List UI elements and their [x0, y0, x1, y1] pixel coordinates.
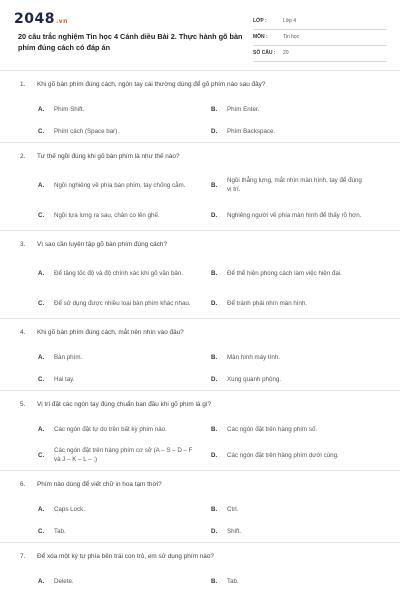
- option-letter: D.: [211, 211, 218, 219]
- option-d[interactable]: [211, 440, 386, 470]
- option-a[interactable]: [38, 498, 211, 520]
- option-b[interactable]: [211, 170, 386, 200]
- question-stem: Khi gõ bàn phím đúng cách, mắt nên nhìn vào đâu?: [37, 329, 184, 336]
- option-d[interactable]: [211, 200, 386, 230]
- option-text: Phím Enter.: [227, 105, 260, 113]
- option-text: Phím Shift.: [54, 105, 85, 113]
- meta-row-class: [253, 14, 387, 30]
- option-letter: A.: [38, 353, 45, 361]
- meta-key: SỐ CÂU :: [253, 50, 276, 56]
- option-b[interactable]: [211, 418, 386, 440]
- options: [38, 346, 400, 390]
- option-c[interactable]: [38, 120, 211, 142]
- option-text: Caps Lock.: [54, 505, 85, 513]
- question-stem: Để xóa một ký tự phía bên trái con trỏ, em sử dụng phím nào?: [37, 553, 214, 560]
- option-text: Ngồi nghiêng về phía bàn phím, tay chống cằm.: [54, 181, 186, 189]
- question-text: [20, 553, 400, 561]
- option-a[interactable]: [38, 258, 211, 288]
- option-a[interactable]: [38, 570, 211, 592]
- option-text: Để tăng tốc độ và độ chính xác khi gõ văn bản.: [54, 269, 183, 277]
- option-letter: C.: [38, 527, 45, 535]
- option-letter: B.: [211, 505, 218, 513]
- question-stem: Vị trí đặt các ngón tay đúng chuẩn ban đầu khi gõ phím là gì?: [37, 401, 212, 408]
- question-number: 2.: [20, 153, 26, 160]
- meta-row-count: [253, 46, 387, 62]
- site-logo[interactable]: [14, 11, 68, 27]
- option-text: Phím Backspace.: [227, 127, 276, 135]
- question-list: [0, 70, 400, 592]
- option-letter: B.: [211, 425, 218, 433]
- question-text: [20, 153, 400, 161]
- options: [38, 418, 400, 470]
- page-header: [0, 0, 400, 68]
- option-text: Ngồi tựa lưng ra sau, chân co lên ghế.: [54, 211, 160, 219]
- option-a[interactable]: [38, 98, 211, 120]
- meta-table: [253, 14, 387, 62]
- options: [38, 258, 400, 318]
- option-text: Shift.: [227, 527, 242, 535]
- option-letter: A.: [38, 425, 45, 433]
- question-text: [20, 241, 400, 249]
- option-b[interactable]: [211, 498, 386, 520]
- logo-text: 2048: [14, 11, 55, 27]
- options: [38, 170, 400, 230]
- question-4: [0, 318, 400, 390]
- question-number: 1.: [20, 81, 26, 88]
- logo-domain: .vn: [55, 18, 68, 25]
- option-text: Các ngón đặt tự do trên bất kỳ phím nào.: [54, 425, 167, 433]
- page-title: 20 câu trắc nghiệm Tin học 4 Cánh diều Bài 2. Thực hành gõ bàn phím đúng cách có đáp án: [18, 32, 243, 52]
- question-1: [0, 70, 400, 142]
- question-number: 7.: [20, 553, 26, 560]
- options: [38, 570, 400, 592]
- option-text: Ngồi thẳng lưng, mắt nhìn màn hình, tay để đúng vị trí.: [227, 177, 362, 193]
- question-number: 5.: [20, 401, 26, 408]
- question-stem: Khi gõ bàn phím đúng cách, ngón tay cái thường dùng để gõ phím nào sau đây?: [37, 81, 266, 88]
- option-letter: A.: [38, 181, 45, 189]
- option-letter: C.: [38, 127, 45, 135]
- option-a[interactable]: [38, 346, 211, 368]
- option-b[interactable]: [211, 570, 386, 592]
- question-number: 6.: [20, 481, 26, 488]
- meta-value: 20: [283, 50, 289, 56]
- option-letter: C.: [38, 299, 45, 307]
- option-d[interactable]: [211, 520, 386, 542]
- option-letter: D.: [211, 299, 218, 307]
- option-a[interactable]: [38, 170, 211, 200]
- option-letter: B.: [211, 577, 218, 585]
- meta-key: LỚP :: [253, 18, 267, 24]
- option-letter: B.: [211, 353, 218, 361]
- option-text: Nghiêng người về phía màn hình để thấy rõ hơn.: [227, 211, 362, 219]
- option-text: Hai tay.: [54, 375, 75, 383]
- option-c[interactable]: [38, 368, 211, 390]
- option-text: Ctrl.: [227, 505, 239, 513]
- question-number: 4.: [20, 329, 26, 336]
- option-b[interactable]: [211, 258, 386, 288]
- option-b[interactable]: [211, 346, 386, 368]
- question-text: [20, 329, 400, 337]
- option-letter: A.: [38, 505, 45, 513]
- option-letter: D.: [211, 527, 218, 535]
- question-number: 3.: [20, 241, 26, 248]
- question-text: [20, 481, 400, 489]
- option-letter: B.: [211, 269, 218, 277]
- option-c[interactable]: [38, 440, 211, 470]
- option-c[interactable]: [38, 288, 211, 318]
- option-text: Delete.: [54, 577, 74, 585]
- option-text: Tab.: [227, 577, 239, 585]
- option-d[interactable]: [211, 120, 386, 142]
- option-letter: A.: [38, 269, 45, 277]
- question-5: [0, 390, 400, 470]
- option-letter: D.: [211, 451, 218, 459]
- option-letter: D.: [211, 127, 218, 135]
- option-text: Tab.: [54, 527, 66, 535]
- question-text: [20, 81, 400, 89]
- options: [38, 498, 400, 542]
- meta-value: Tin học: [283, 34, 300, 40]
- option-text: Màn hình máy tính.: [227, 353, 280, 361]
- option-d[interactable]: [211, 368, 386, 390]
- question-text: [20, 401, 400, 409]
- option-text: Xung quanh phòng.: [227, 375, 282, 383]
- option-text: Các ngón đặt trên hàng phím số.: [227, 425, 318, 433]
- meta-value: Lớp 4: [283, 18, 297, 24]
- option-c[interactable]: [38, 200, 211, 230]
- meta-row-subject: [253, 30, 387, 46]
- option-text: Phím cách (Space bar).: [54, 127, 119, 135]
- question-stem: Tư thế ngồi đúng khi gõ bàn phím là như thế nào?: [37, 153, 180, 160]
- question-stem: Phím nào dùng để viết chữ in hoa tạm thời?: [37, 481, 162, 488]
- option-c[interactable]: [38, 520, 211, 542]
- question-3: [0, 230, 400, 318]
- meta-key: MÔN :: [253, 34, 268, 40]
- option-text: Để sử dụng được nhiều loại bàn phím khác nhau.: [54, 299, 191, 307]
- option-d[interactable]: [211, 288, 386, 318]
- option-letter: D.: [211, 375, 218, 383]
- option-b[interactable]: [211, 98, 386, 120]
- option-letter: A.: [38, 105, 45, 113]
- option-letter: C.: [38, 375, 45, 383]
- options: [38, 98, 400, 142]
- option-letter: C.: [38, 211, 45, 219]
- option-text: Để tránh phải nhìn màn hình.: [227, 299, 308, 307]
- option-text: Các ngón đặt trên hàng phím cơ sở (A – S – D – F và J – K – L – ;): [54, 447, 193, 463]
- option-text: Bàn phím.: [54, 353, 83, 361]
- option-text: Các ngón đặt trên hàng phím dưới cùng.: [227, 451, 339, 459]
- question-stem: Vì sao cần luyện tập gõ bàn phím đúng cách?: [37, 241, 168, 248]
- option-a[interactable]: [38, 418, 211, 440]
- option-text: Để thể hiện phong cách làm việc hiện đại.: [227, 269, 342, 277]
- question-6: [0, 470, 400, 542]
- option-letter: B.: [211, 105, 218, 113]
- question-7: [0, 542, 400, 592]
- option-letter: B.: [211, 181, 218, 189]
- option-letter: A.: [38, 577, 45, 585]
- option-letter: C.: [38, 451, 45, 459]
- question-2: [0, 142, 400, 230]
